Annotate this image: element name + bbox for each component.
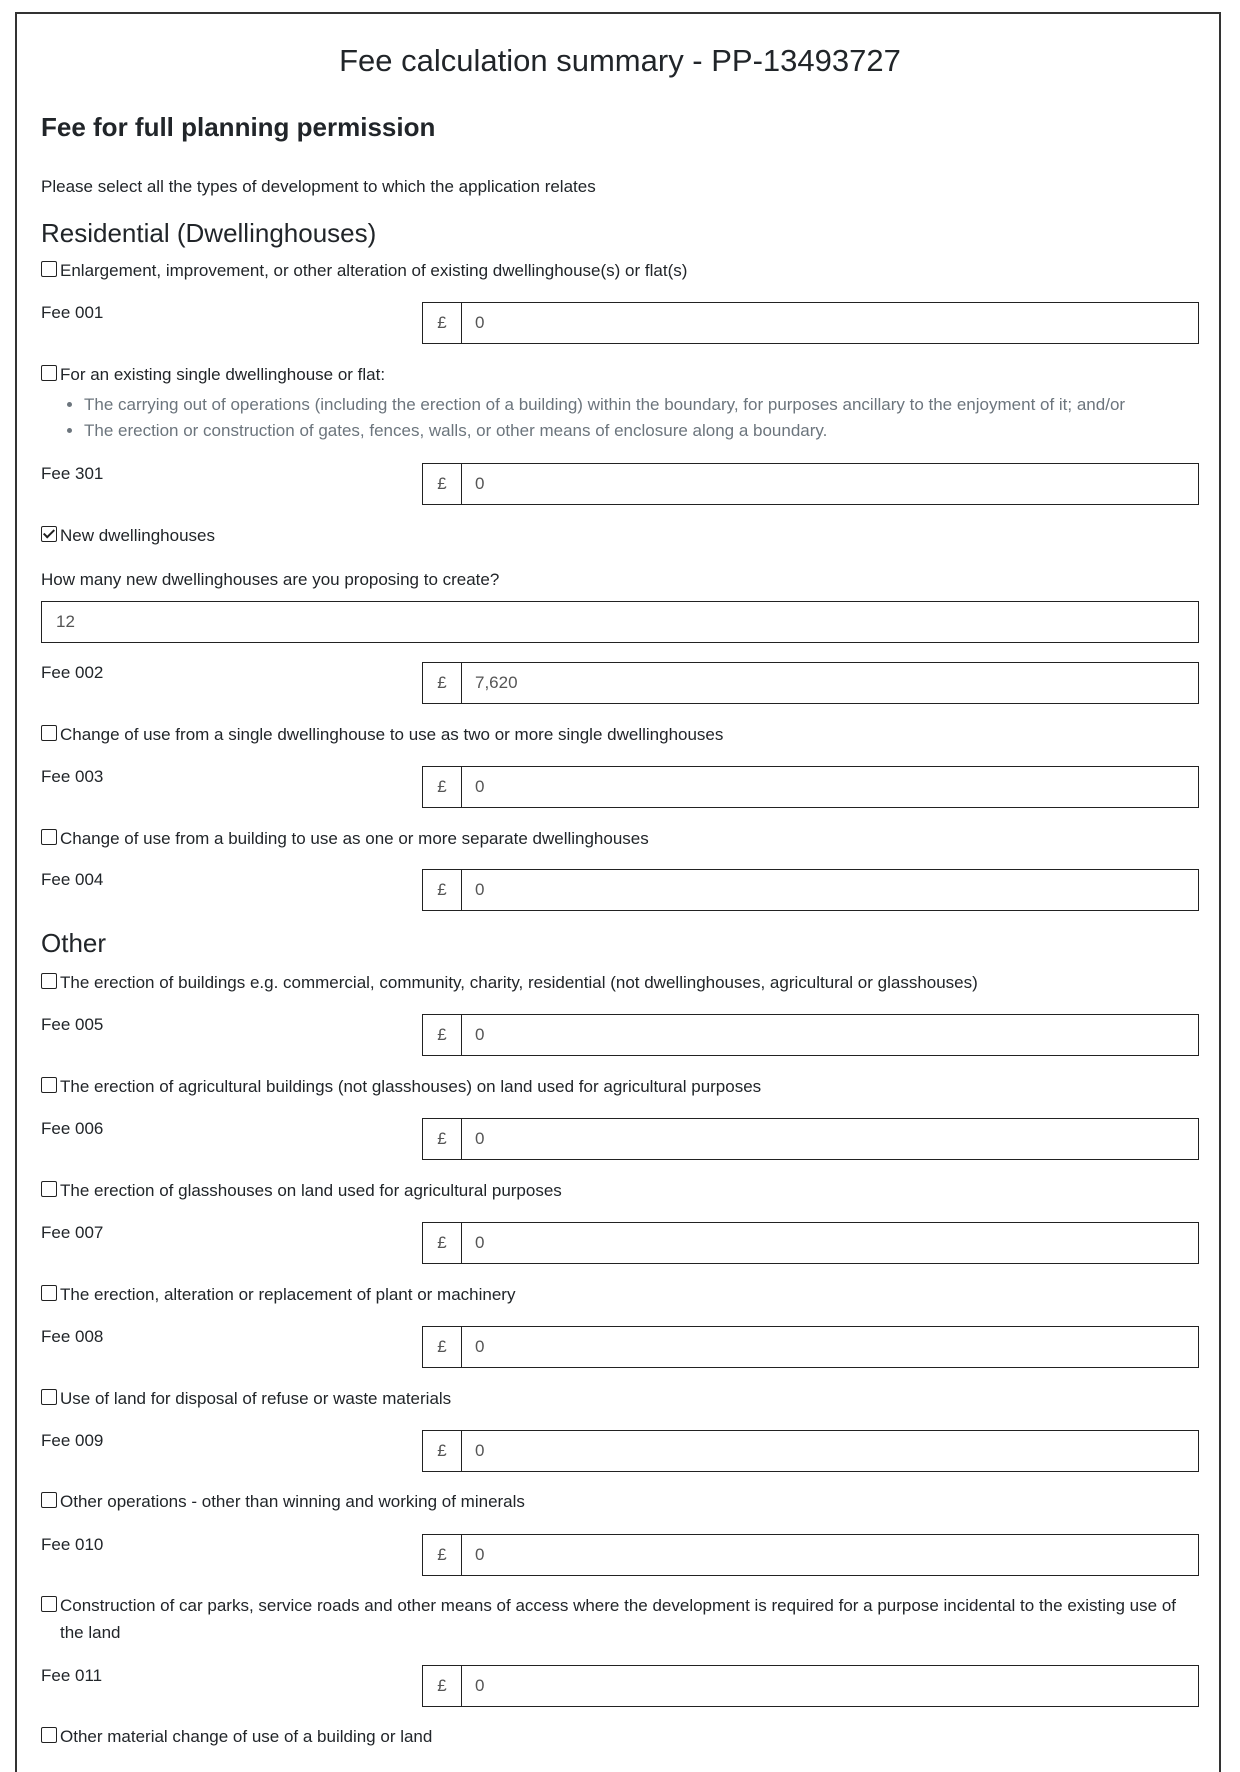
checkbox-checked[interactable] (41, 526, 57, 542)
checkbox[interactable] (41, 1596, 57, 1612)
checkbox-row-other-operations[interactable] (41, 1488, 1201, 1515)
pound-sign: £ (423, 767, 462, 807)
checkbox-row-agricultural-buildings[interactable] (41, 1073, 1201, 1100)
fee-value[interactable]: 0 (475, 474, 485, 493)
pound-sign: £ (423, 1666, 462, 1706)
checkbox-row-existing-dwellinghouse[interactable] (41, 361, 1201, 388)
checkbox[interactable] (41, 725, 57, 741)
checkbox-label: For an existing single dwellinghouse or flat: (60, 365, 386, 384)
fee-label: Fee 001 (41, 303, 104, 322)
pound-sign: £ (423, 663, 462, 703)
fee-value[interactable]: 0 (475, 880, 485, 899)
checkbox-row-other-material-change[interactable] (41, 1723, 1201, 1750)
heading-other: Other (41, 928, 107, 958)
intro-text: Please select all the types of development to which the application relates (41, 177, 596, 196)
fee-value[interactable]: 0 (475, 1545, 485, 1564)
checkbox-label: Use of land for disposal of refuse or waste materials (60, 1389, 452, 1408)
pound-sign: £ (423, 1015, 462, 1055)
fee-002-field[interactable] (422, 662, 1199, 704)
fee-value[interactable]: 7,620 (475, 673, 518, 692)
checkbox-row-refuse-disposal[interactable] (41, 1385, 1201, 1412)
checkbox-label: Other material change of use of a building or land (60, 1727, 433, 1746)
fee-label: Fee 002 (41, 663, 104, 682)
checkbox-row-erection-of-buildings[interactable] (41, 969, 1201, 996)
fee-010-field[interactable] (422, 1534, 1199, 1576)
pound-sign: £ (423, 464, 462, 504)
checkbox-label: New dwellinghouses (60, 526, 215, 545)
checkbox-label: Change of use from a single dwellinghouse to use as two or more single dwellinghouses (60, 725, 724, 744)
fee-006-field[interactable] (422, 1118, 1199, 1160)
pound-sign: £ (423, 1223, 462, 1263)
checkbox-row-change-single-to-multiple[interactable] (41, 721, 1201, 748)
pound-sign: £ (423, 1119, 462, 1159)
fee-label: Fee 004 (41, 870, 104, 889)
checkbox[interactable] (41, 973, 57, 989)
fee-003-field[interactable] (422, 766, 1199, 808)
checkbox-row-new-dwellinghouses[interactable] (41, 522, 1201, 549)
fee-label: Fee 007 (41, 1223, 104, 1242)
checkbox-label: The erection of agricultural buildings (not glasshouses) on land used for agricultural purposes (60, 1077, 762, 1096)
fee-label: Fee 011 (41, 1666, 103, 1685)
fee-008-field[interactable] (422, 1326, 1199, 1368)
fee-value[interactable]: 0 (475, 777, 485, 796)
pound-sign: £ (423, 870, 462, 910)
checkbox-label: Construction of car parks, service roads and other means of access where the development is required for a purpose incidental to the existing use of the land (60, 1596, 1176, 1642)
fee-005-field[interactable] (422, 1014, 1199, 1056)
fee-004-field[interactable] (422, 869, 1199, 911)
checkbox[interactable] (41, 1181, 57, 1197)
fee-label: Fee 006 (41, 1119, 104, 1138)
fee-301-field[interactable] (422, 463, 1199, 505)
checkbox-row-car-parks[interactable] (41, 1592, 1201, 1646)
fee-label: Fee 008 (41, 1327, 104, 1346)
pound-sign: £ (423, 1431, 462, 1471)
fee-label: Fee 005 (41, 1015, 104, 1034)
checkbox-row-change-building-to-dwellinghouses[interactable] (41, 825, 1201, 852)
checkbox[interactable] (41, 1492, 57, 1508)
fee-value[interactable]: 0 (475, 1233, 485, 1252)
question-label: How many new dwellinghouses are you proposing to create? (41, 570, 500, 589)
fee-label: Fee 003 (41, 767, 104, 786)
checkbox[interactable] (41, 261, 57, 277)
fee-011-field[interactable] (422, 1665, 1199, 1707)
fee-value[interactable]: 0 (475, 1441, 485, 1460)
pound-sign: £ (423, 1535, 462, 1575)
checkbox-label: Enlargement, improvement, or other alteration of existing dwellinghouse(s) or flat(s) (60, 261, 688, 280)
dwellinghouses-count-input[interactable]: 12 (41, 601, 1199, 643)
checkbox-label: Other operations - other than winning and working of minerals (60, 1492, 525, 1511)
checkbox-label: The erection of glasshouses on land used for agricultural purposes (60, 1181, 562, 1200)
checkbox-label: The erection, alteration or replacement of plant or machinery (60, 1285, 516, 1304)
checkbox[interactable] (41, 365, 57, 381)
checkbox[interactable] (41, 1389, 57, 1405)
fee-value[interactable]: 0 (475, 313, 485, 332)
section-heading: Fee for full planning permission (41, 112, 436, 142)
fee-001-field[interactable] (422, 302, 1199, 344)
fee-label: Fee 301 (41, 464, 104, 483)
fee-value[interactable]: 0 (475, 1129, 485, 1148)
fee-value[interactable]: 0 (475, 1676, 485, 1695)
checkbox-label: The erection of buildings e.g. commercial, community, charity, residential (not dwellinghouses, agricultural or glasshouses) (60, 973, 978, 992)
checkbox-row-glasshouses[interactable] (41, 1177, 1201, 1204)
page-title: Fee calculation summary - PP-13493727 (339, 43, 901, 78)
fee-007-field[interactable] (422, 1222, 1199, 1264)
fee-label: Fee 009 (41, 1431, 104, 1450)
ancillary-works-list (62, 392, 1125, 444)
checkbox[interactable] (41, 1727, 57, 1743)
checkbox[interactable] (41, 1077, 57, 1093)
fee-009-field[interactable] (422, 1430, 1199, 1472)
pound-sign: £ (423, 1327, 462, 1367)
fee-value[interactable]: 0 (475, 1025, 485, 1044)
checkbox-row-enlargement[interactable] (41, 257, 1201, 284)
checkbox[interactable] (41, 829, 57, 845)
checkbox[interactable] (41, 1285, 57, 1301)
list-item: • The carrying out of operations (including the erection of a building) within the boundary, for purposes ancillary to the enjoyment of it; and/or (84, 392, 1125, 418)
checkbox-row-plant-machinery[interactable] (41, 1281, 1201, 1308)
fee-label: Fee 010 (41, 1535, 104, 1554)
heading-residential: Residential (Dwellinghouses) (41, 218, 377, 248)
fee-value[interactable]: 0 (475, 1337, 485, 1356)
pound-sign: £ (423, 303, 462, 343)
list-item: • The erection or construction of gates, fences, walls, or other means of enclosure along a boundary. (84, 418, 1125, 444)
checkbox-label: Change of use from a building to use as one or more separate dwellinghouses (60, 829, 649, 848)
